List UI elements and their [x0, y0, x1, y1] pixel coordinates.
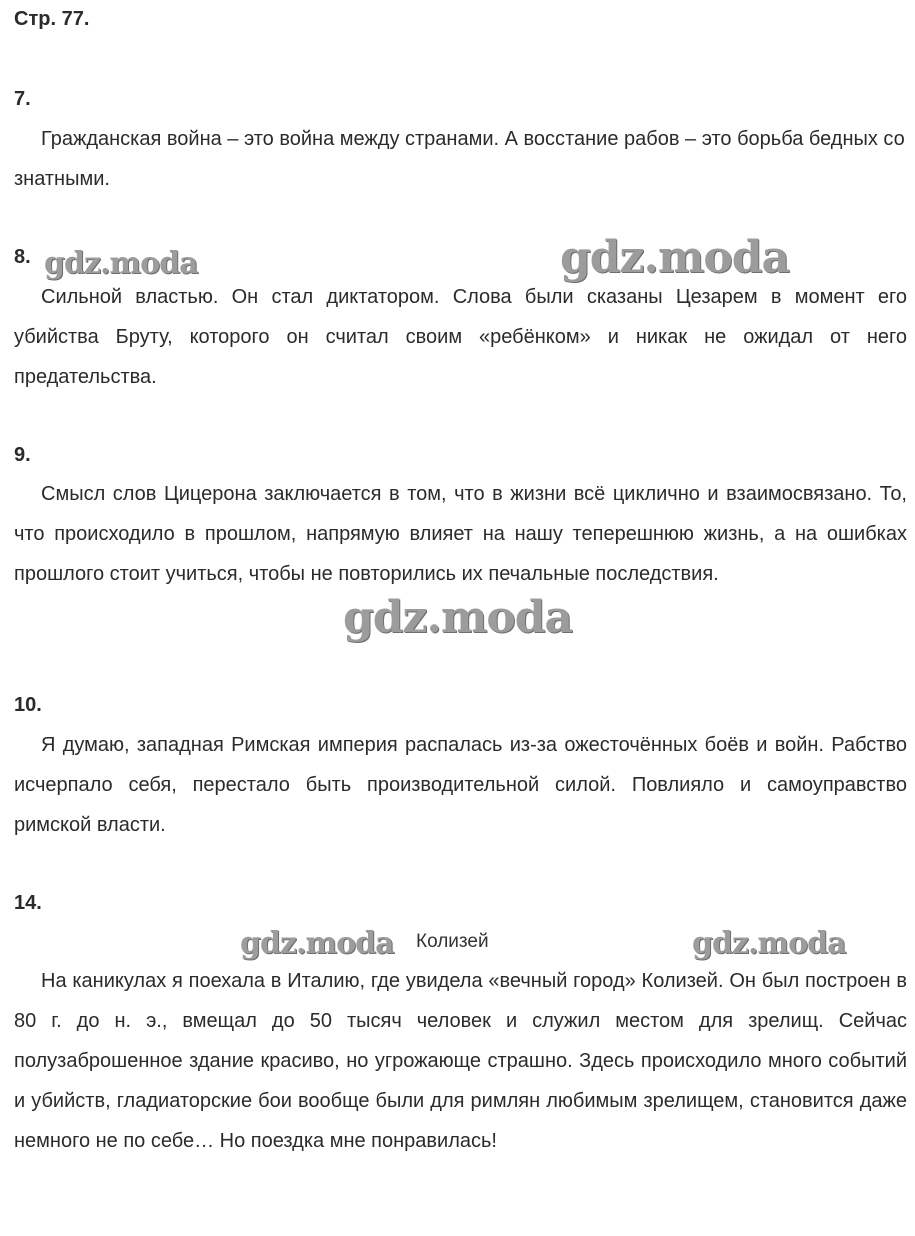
answer-7-text: Гражданская война – это война между странами. А восстание рабов – это борьба бедных со знатными. [14, 128, 905, 190]
watermark-logo: gdz.moda [343, 592, 573, 643]
question-number-14: 14. [14, 892, 42, 914]
answer-14-text: На каникулах я поехала в Италию, где увидела «вечный город» Колизей. Он был построен в 80 г. до н. э., вмещал до 50 тысяч человек и служил местом для зрелищ. Сейчас полузаброшенное здание красиво, но угрожающе страшно. Здесь происходило много событий и убийств, гладиаторские бои вообще были для римлян любимым зрелищем, становится даже немного не по себе… Но поездка мне понравилась! [14, 970, 907, 1152]
question-number-7: 7. [14, 88, 31, 110]
image-caption: Колизей [416, 931, 489, 952]
question-number-8: 8. [14, 246, 31, 268]
answer-8 [14, 277, 907, 397]
watermark-logo: gdz.moda [240, 926, 394, 961]
answer-9-text: Смысл слов Цицерона заключается в том, что в жизни всё циклично и взаимосвязано. То, что происходило в прошлом, напрямую влияет на нашу теперешнюю жизнь, а на ошибках прошлого стоит учиться, чтобы не повторились их печальные последствия. [14, 483, 907, 585]
page-header: Стр. 77. [14, 8, 90, 30]
watermark-logo: gdz.moda [44, 246, 198, 281]
answer-10 [14, 725, 907, 845]
answer-7 [14, 119, 907, 199]
answer-14 [14, 961, 907, 1161]
answer-9 [14, 474, 907, 594]
question-number-9: 9. [14, 444, 31, 466]
watermark-logo: gdz.moda [560, 232, 790, 283]
answer-8-text: Сильной властью. Он стал диктатором. Слова были сказаны Цезарем в момент его убийства Бруту, которого он считал своим «ребёнком» и никак не ожидал от него предательства. [14, 286, 907, 388]
answer-10-text: Я думаю, западная Римская империя распалась из-за ожесточённых боёв и войн. Рабство исчерпало себя, перестало быть производительной силой. Повлияло и самоуправство римской власти. [14, 734, 907, 836]
question-number-10: 10. [14, 694, 42, 716]
watermark-logo: gdz.moda [692, 926, 846, 961]
